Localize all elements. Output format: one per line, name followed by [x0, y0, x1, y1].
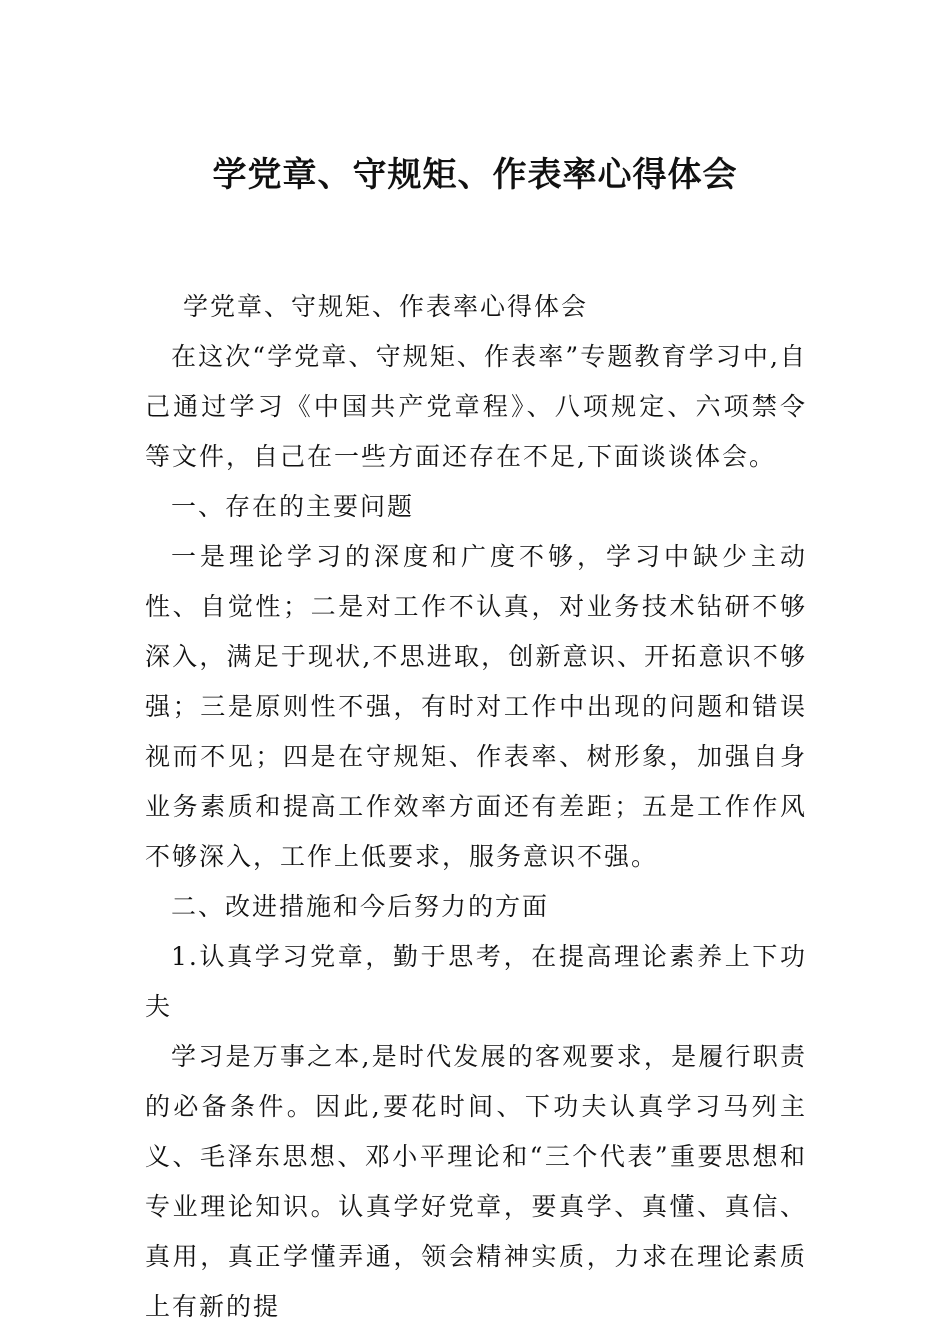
- intro-paragraph: 在这次“学党章、守规矩、作表率”专题教育学习中,自己通过学习《中国共产党章程》、八项规定、六项禁令等文件，自己在一些方面还存在不足,下面谈谈体会。: [145, 342, 807, 471]
- study-paragraph: 学习是万事之本,是时代发展的客观要求，是履行职责的必备条件。因此,要花时间、下功夫认真学习马列主义、毛泽东思想、邓小平理论和“三个代表”重要思想和专业理论知识。认真学好党章，要真学、真懂、真信、真用，真正学懂弄通，领会精神实质，力求在理论素质上有新的提: [145, 1042, 807, 1321]
- subtitle-paragraph: 学党章、守规矩、作表率心得体会: [183, 292, 589, 321]
- section-heading-problems: 一、存在的主要问题: [171, 492, 415, 521]
- subsection-heading-study: 1.认真学习党章，勤于思考，在提高理论素养上下功夫: [145, 942, 807, 1021]
- problems-paragraph: 一是理论学习的深度和广度不够，学习中缺少主动性、自觉性；二是对工作不认真，对业务技术钻研不够深入，满足于现状,不思进取，创新意识、开拓意识不够强；三是原则性不强，有时对工作中出现的问题和错误视而不见；四是在守规矩、作表率、树形象，加强自身业务素质和提高工作效率方面还有差距；五是工作作风不够深入，工作上低要求，服务意识不强。: [145, 542, 807, 871]
- document-title: 学党章、守规矩、作表率心得体会: [212, 154, 738, 195]
- document-body: [145, 282, 807, 1332]
- section-heading-improvements: 二、改进措施和今后努力的方面: [171, 892, 550, 921]
